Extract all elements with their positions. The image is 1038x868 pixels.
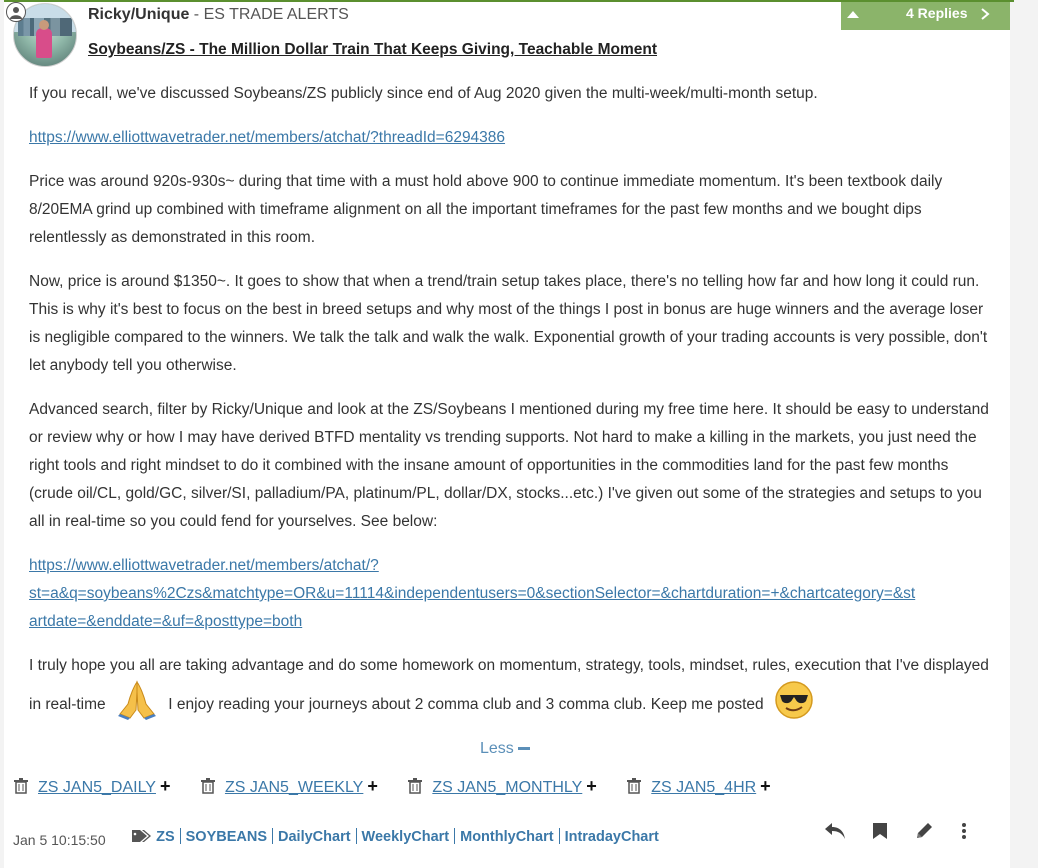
trash-icon[interactable] [14, 778, 28, 799]
post-title[interactable]: Soybeans/ZS - The Million Dollar Train That Keeps Giving, Teachable Moment [88, 41, 658, 58]
author-name[interactable]: Ricky/Unique [88, 6, 190, 23]
tag-weeklychart[interactable]: WeeklyChart [361, 828, 450, 845]
post-card [4, 0, 1010, 868]
post-body [29, 80, 989, 746]
chevron-right-icon[interactable] [980, 7, 990, 26]
post-timestamp: Jan 5 10:15:50 [13, 832, 106, 848]
less-toggle[interactable]: Less [480, 740, 530, 758]
user-icon [6, 2, 26, 22]
trash-icon[interactable] [627, 778, 641, 799]
post-actions [824, 822, 989, 845]
chart-attachment [627, 776, 770, 799]
add-icon[interactable]: + [159, 776, 171, 796]
room-name: - ES TRADE ALERTS [189, 6, 349, 23]
minus-icon [518, 747, 530, 750]
tag-list [132, 828, 659, 847]
cool-emoji-icon [774, 680, 814, 730]
paragraph: Advanced search, filter by Ricky/Unique and look at the ZS/Soybeans I mentioned during my free time here. It should be easy to understand or review why or how I may have derived BTFD mentality vs trending supports. Not hard to make a killing in the markets, you just need the right tools and right mindset to do it combined with the insane amount of opportunities in the commodities land for the past few months (crude oil/CL, gold/GC, silver/SI, palladium/PA, platinum/PL, dollar/DX, stocks...etc.) I've given out some of the strategies and setups to you all in real-time so you could fend for yourselves. See below: [29, 401, 989, 530]
tag-soybeans[interactable]: SOYBEANS [185, 828, 268, 845]
chart-attachment [408, 776, 596, 799]
chart-attachment [14, 776, 170, 799]
thread-link[interactable]: https://www.elliottwavetrader.net/members/atchat/?threadId=6294386 [29, 129, 506, 146]
add-icon[interactable]: + [586, 776, 597, 796]
chevron-up-icon[interactable] [844, 6, 862, 24]
chart-link-monthly[interactable]: ZS JAN5_MONTHLY [432, 779, 583, 796]
add-icon[interactable]: + [367, 776, 378, 796]
pray-emoji-icon [116, 680, 158, 730]
paragraph: I truly hope you all are taking advantage and do some homework on momentum, strategy, tools, mindset, rules, execution that I've displayed in real-time I enjoy reading your journeys about 2 comma club and 3 comma club. Keep me posted [29, 652, 989, 730]
chart-link-daily[interactable]: ZS JAN5_DAILY [38, 779, 156, 796]
paragraph: If you recall, we've discussed Soybeans/ZS publicly since end of Aug 2020 given the multi-week/multi-month setup. [29, 85, 818, 102]
replies-count[interactable]: 4 Replies [906, 5, 968, 21]
chart-link-4hr[interactable]: ZS JAN5_4HR [651, 779, 757, 796]
chart-attachments [14, 776, 797, 799]
tag-intradaychart[interactable]: IntradayChart [564, 828, 659, 845]
add-icon[interactable]: + [760, 776, 771, 796]
chart-attachment [201, 776, 378, 799]
tag-monthlychart[interactable]: MonthlyChart [460, 828, 554, 845]
paragraph: Price was around 920s-930s~ during that time with a must hold above 900 to continue immediate momentum. It's been textbook daily 8/20EMA grind up combined with timeframe alignment on all the important timeframes for the past few months and we bought dips relentlessly as demonstrated in this room. [29, 173, 943, 246]
top-accent-line [4, 0, 1014, 2]
search-link[interactable]: https://www.elliottwavetrader.net/members/atchat/? st=a&q=soybeans%2Czs&matchtype=OR&u=11114&independentusers=0&sectionSelector=&chartduration=+&chartcategory=&st artdate=&enddate=&uf=&posttype=both [29, 557, 916, 630]
chart-link-weekly[interactable]: ZS JAN5_WEEKLY [224, 779, 364, 796]
bookmark-icon[interactable] [872, 822, 888, 845]
tag-dailychart[interactable]: DailyChart [278, 828, 351, 845]
trash-icon[interactable] [408, 778, 422, 799]
paragraph: Now, price is around $1350~. It goes to show that when a trend/train setup takes place, there's no telling how far and how long it could run. This is why it's best to focus on the best in breed setups and why most of the things I post in bonus are huge winners and the average loser is negligible compared to the winners. We talk the talk and walk the walk. Exponential growth of your trading accounts is very possible, don't let anybody tell you otherwise. [29, 273, 988, 374]
edit-icon[interactable] [915, 822, 935, 845]
post-author-line [88, 6, 349, 24]
tag-icon [132, 829, 152, 847]
tag-zs[interactable]: ZS [156, 828, 175, 845]
more-icon[interactable] [961, 822, 967, 845]
post-footer [13, 826, 659, 848]
reply-icon[interactable] [824, 822, 846, 845]
trash-icon[interactable] [201, 778, 215, 799]
